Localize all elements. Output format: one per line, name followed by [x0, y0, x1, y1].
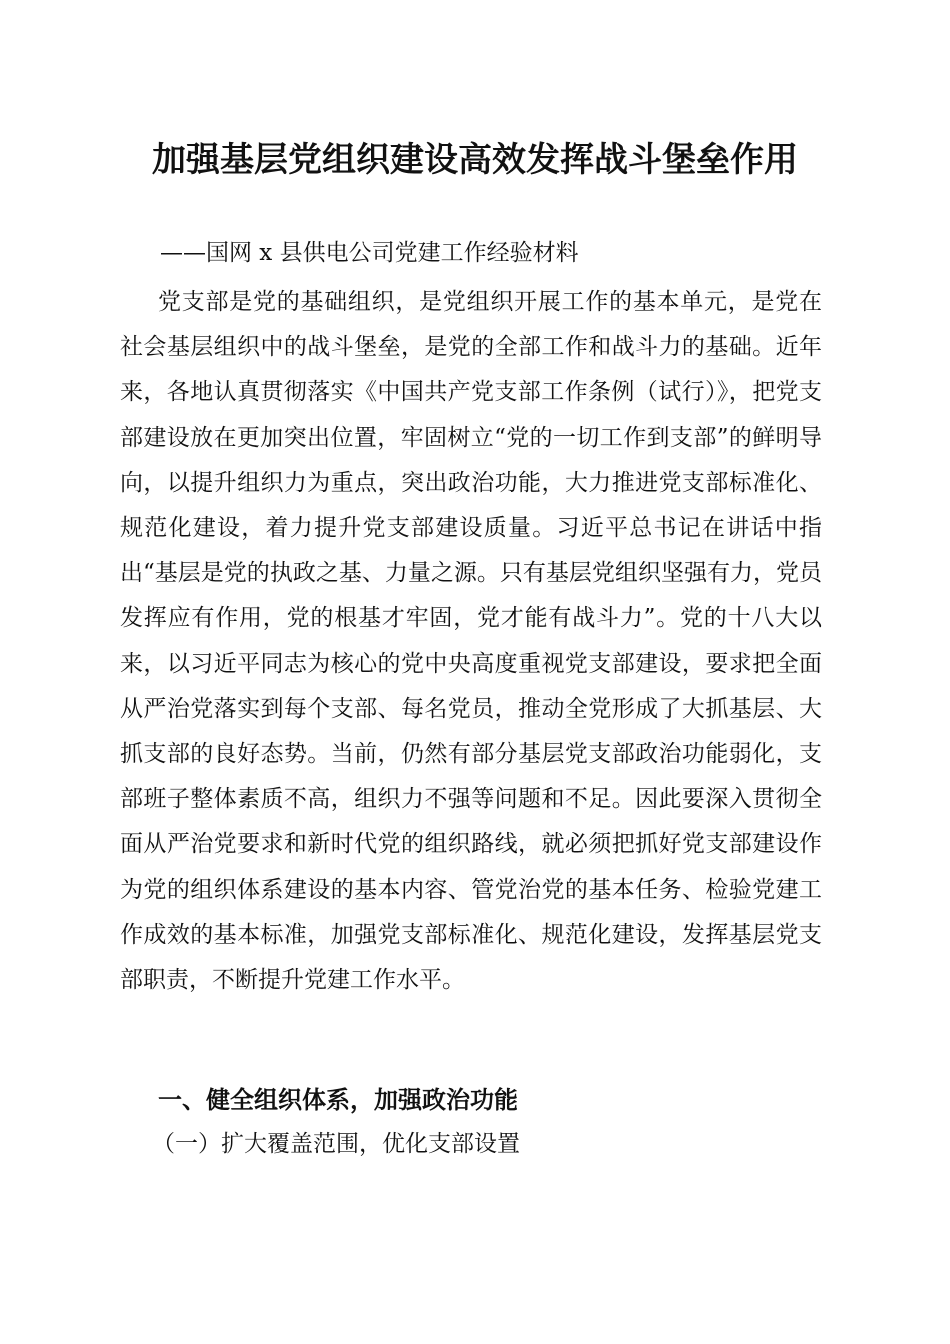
section-heading: 一、健全组织体系，加强政治功能 [158, 1086, 518, 1114]
document-subtitle: ——国网 x 县供电公司党建工作经验材料 [160, 240, 579, 266]
body-paragraph: 党支部是党的基础组织，是党组织开展工作的基本单元，是党在社会基层组织中的战斗堡垒，是党的全部工作和战斗力的基础。近年来，各地认真贯彻落实《中国共产党支部工作条例（试行）》，把党支部建设放在更加突出位置，牢固树立“党的一切工作到支部”的鲜明导向，以提升组织力为重点，突出政治功能，大力推进党支部标准化、规范化建设，着力提升党支部建设质量。习近平总书记在讲话中指出“基层是党的执政之基、力量之源。只有基层党组织坚强有力，党员发挥应有作用，党的根基才牢固，党才能有战斗力”。党的十八大以来，以习近平同志为核心的党中央高度重视党支部建设，要求把全面从严治党落实到每个支部、每名党员，推动全党形成了大抓基层、大抓支部的良好态势。当前，仍然有部分基层党支部政治功能弱化，支部班子整体素质不高，组织力不强等问题和不足。因此要深入贯彻全面从严治党要求和新时代党的组织路线，就必须把抓好党支部建设作为党的组织体系建设的基本内容、管党治党的基本任务、检验党建工作成效的基本标准，加强党支部标准化、规范化建设，发挥基层党支部职责，不断提升党建工作水平。 [120, 289, 822, 994]
subsection-heading: （一）扩大覆盖范围，优化支部设置 [152, 1131, 520, 1157]
document-title: 加强基层党组织建设高效发挥战斗堡垒作用 [152, 140, 798, 180]
